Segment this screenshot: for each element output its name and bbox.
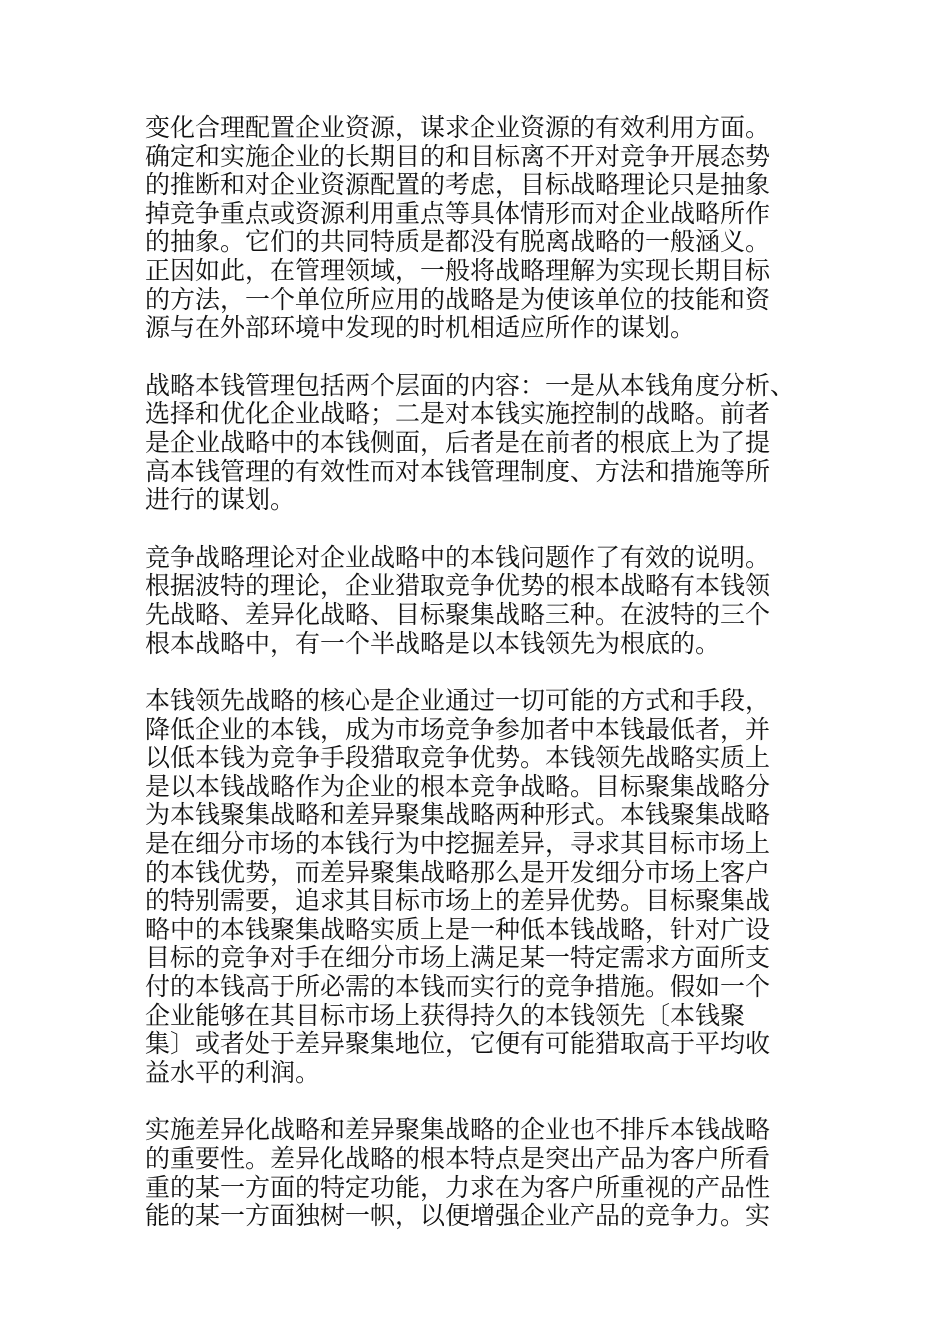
paragraph-2 xyxy=(145,372,795,515)
text-line: 以低本钱为竞争手段猎取竞争优势。本钱领先战略实质上 xyxy=(145,743,771,773)
text-line: 是企业战略中的本钱侧面，后者是在前者的根底上为了提 xyxy=(145,427,771,457)
text-line: 变化合理配置企业资源，谋求企业资源的有效利用方面。 xyxy=(145,113,771,142)
text-line: 的特别需要，追求其目标市场上的差异优势。目标聚集战 xyxy=(145,886,771,916)
text-line: 付的本钱高于所必需的本钱而实行的竞争措施。假如一个 xyxy=(145,972,771,1002)
text-line: 根据波特的理论，企业猎取竞争优势的根本战略有本钱领 xyxy=(145,571,771,601)
text-line: 竞争战略理论对企业战略中的本钱问题作了有效的说明。 xyxy=(145,542,771,572)
text-line: 集〕或者处于差异聚集地位，它便有可能猎取高于平均收 xyxy=(145,1029,771,1059)
text-line: 的本钱优势，而差异聚集战略那么是开发细分市场上客户 xyxy=(145,857,771,887)
text-line: 是在细分市场的本钱行为中挖掘差异，寻求其目标市场上 xyxy=(145,829,771,859)
text-line: 掉竞争重点或资源利用重点等具体情形而对企业战略所作 xyxy=(145,198,771,228)
text-line: 战略本钱管理包括两个层面的内容：一是从本钱角度分析、 xyxy=(145,370,796,400)
text-line: 先战略、差异化战略、目标聚集战略三种。在波特的三个 xyxy=(145,599,771,629)
text-line: 能的某一方面独树一帜，以便增强企业产品的竞争力。实 xyxy=(145,1201,771,1231)
text-line: 是以本钱战略作为企业的根本竞争战略。目标聚集战略分 xyxy=(145,771,771,801)
text-line: 的抽象。它们的共同特质是都没有脱离战略的一般涵义。 xyxy=(145,227,771,257)
text-line: 益水平的利润。 xyxy=(145,1057,321,1087)
paragraph-4 xyxy=(145,687,795,1087)
text-line: 的推断和对企业资源配置的考虑，目标战略理论只是抽象 xyxy=(145,170,771,200)
text-line: 的重要性。差异化战略的根本特点是突出产品为客户所看 xyxy=(145,1144,771,1173)
text-line: 为本钱聚集战略和差异聚集战略两种形式。本钱聚集战略 xyxy=(145,800,771,830)
paragraph-5 xyxy=(145,1116,795,1230)
paragraph-1 xyxy=(145,114,795,343)
text-line: 降低企业的本钱，成为市场竞争参加者中本钱最低者，并 xyxy=(145,714,771,744)
text-line: 本钱领先战略的核心是企业通过一切可能的方式和手段， xyxy=(145,686,771,716)
document-body xyxy=(145,114,795,1260)
text-line: 高本钱管理的有效性而对本钱管理制度、方法和措施等所 xyxy=(145,456,771,486)
text-line: 选择和优化企业战略；二是对本钱实施控制的战略。前者 xyxy=(145,399,771,429)
text-line: 的方法，一个单位所应用的战略是为使该单位的技能和资 xyxy=(145,284,771,314)
text-line: 重的某一方面的特定功能，力求在为客户所重视的产品性 xyxy=(145,1172,771,1202)
text-line: 进行的谋划。 xyxy=(145,485,296,515)
text-line: 确定和实施企业的长期目的和目标离不开对竞争开展态势 xyxy=(145,141,771,171)
text-line: 实施差异化战略和差异聚集战略的企业也不排斥本钱战略 xyxy=(145,1115,771,1145)
text-line: 目标的竞争对手在细分市场上满足某一特定需求方面所支 xyxy=(145,943,771,973)
text-line: 正因如此，在管理领域，一般将战略理解为实现长期目标 xyxy=(145,255,771,285)
text-line: 根本战略中，有一个半战略是以本钱领先为根底的。 xyxy=(145,628,721,658)
text-line: 略中的本钱聚集战略实质上是一种低本钱战略，针对广设 xyxy=(145,914,771,944)
paragraph-3 xyxy=(145,544,795,658)
text-line: 企业能够在其目标市场上获得持久的本钱领先〔本钱聚 xyxy=(145,1000,746,1030)
text-line: 源与在外部环境中发现的时机相适应所作的谋划。 xyxy=(145,313,696,343)
